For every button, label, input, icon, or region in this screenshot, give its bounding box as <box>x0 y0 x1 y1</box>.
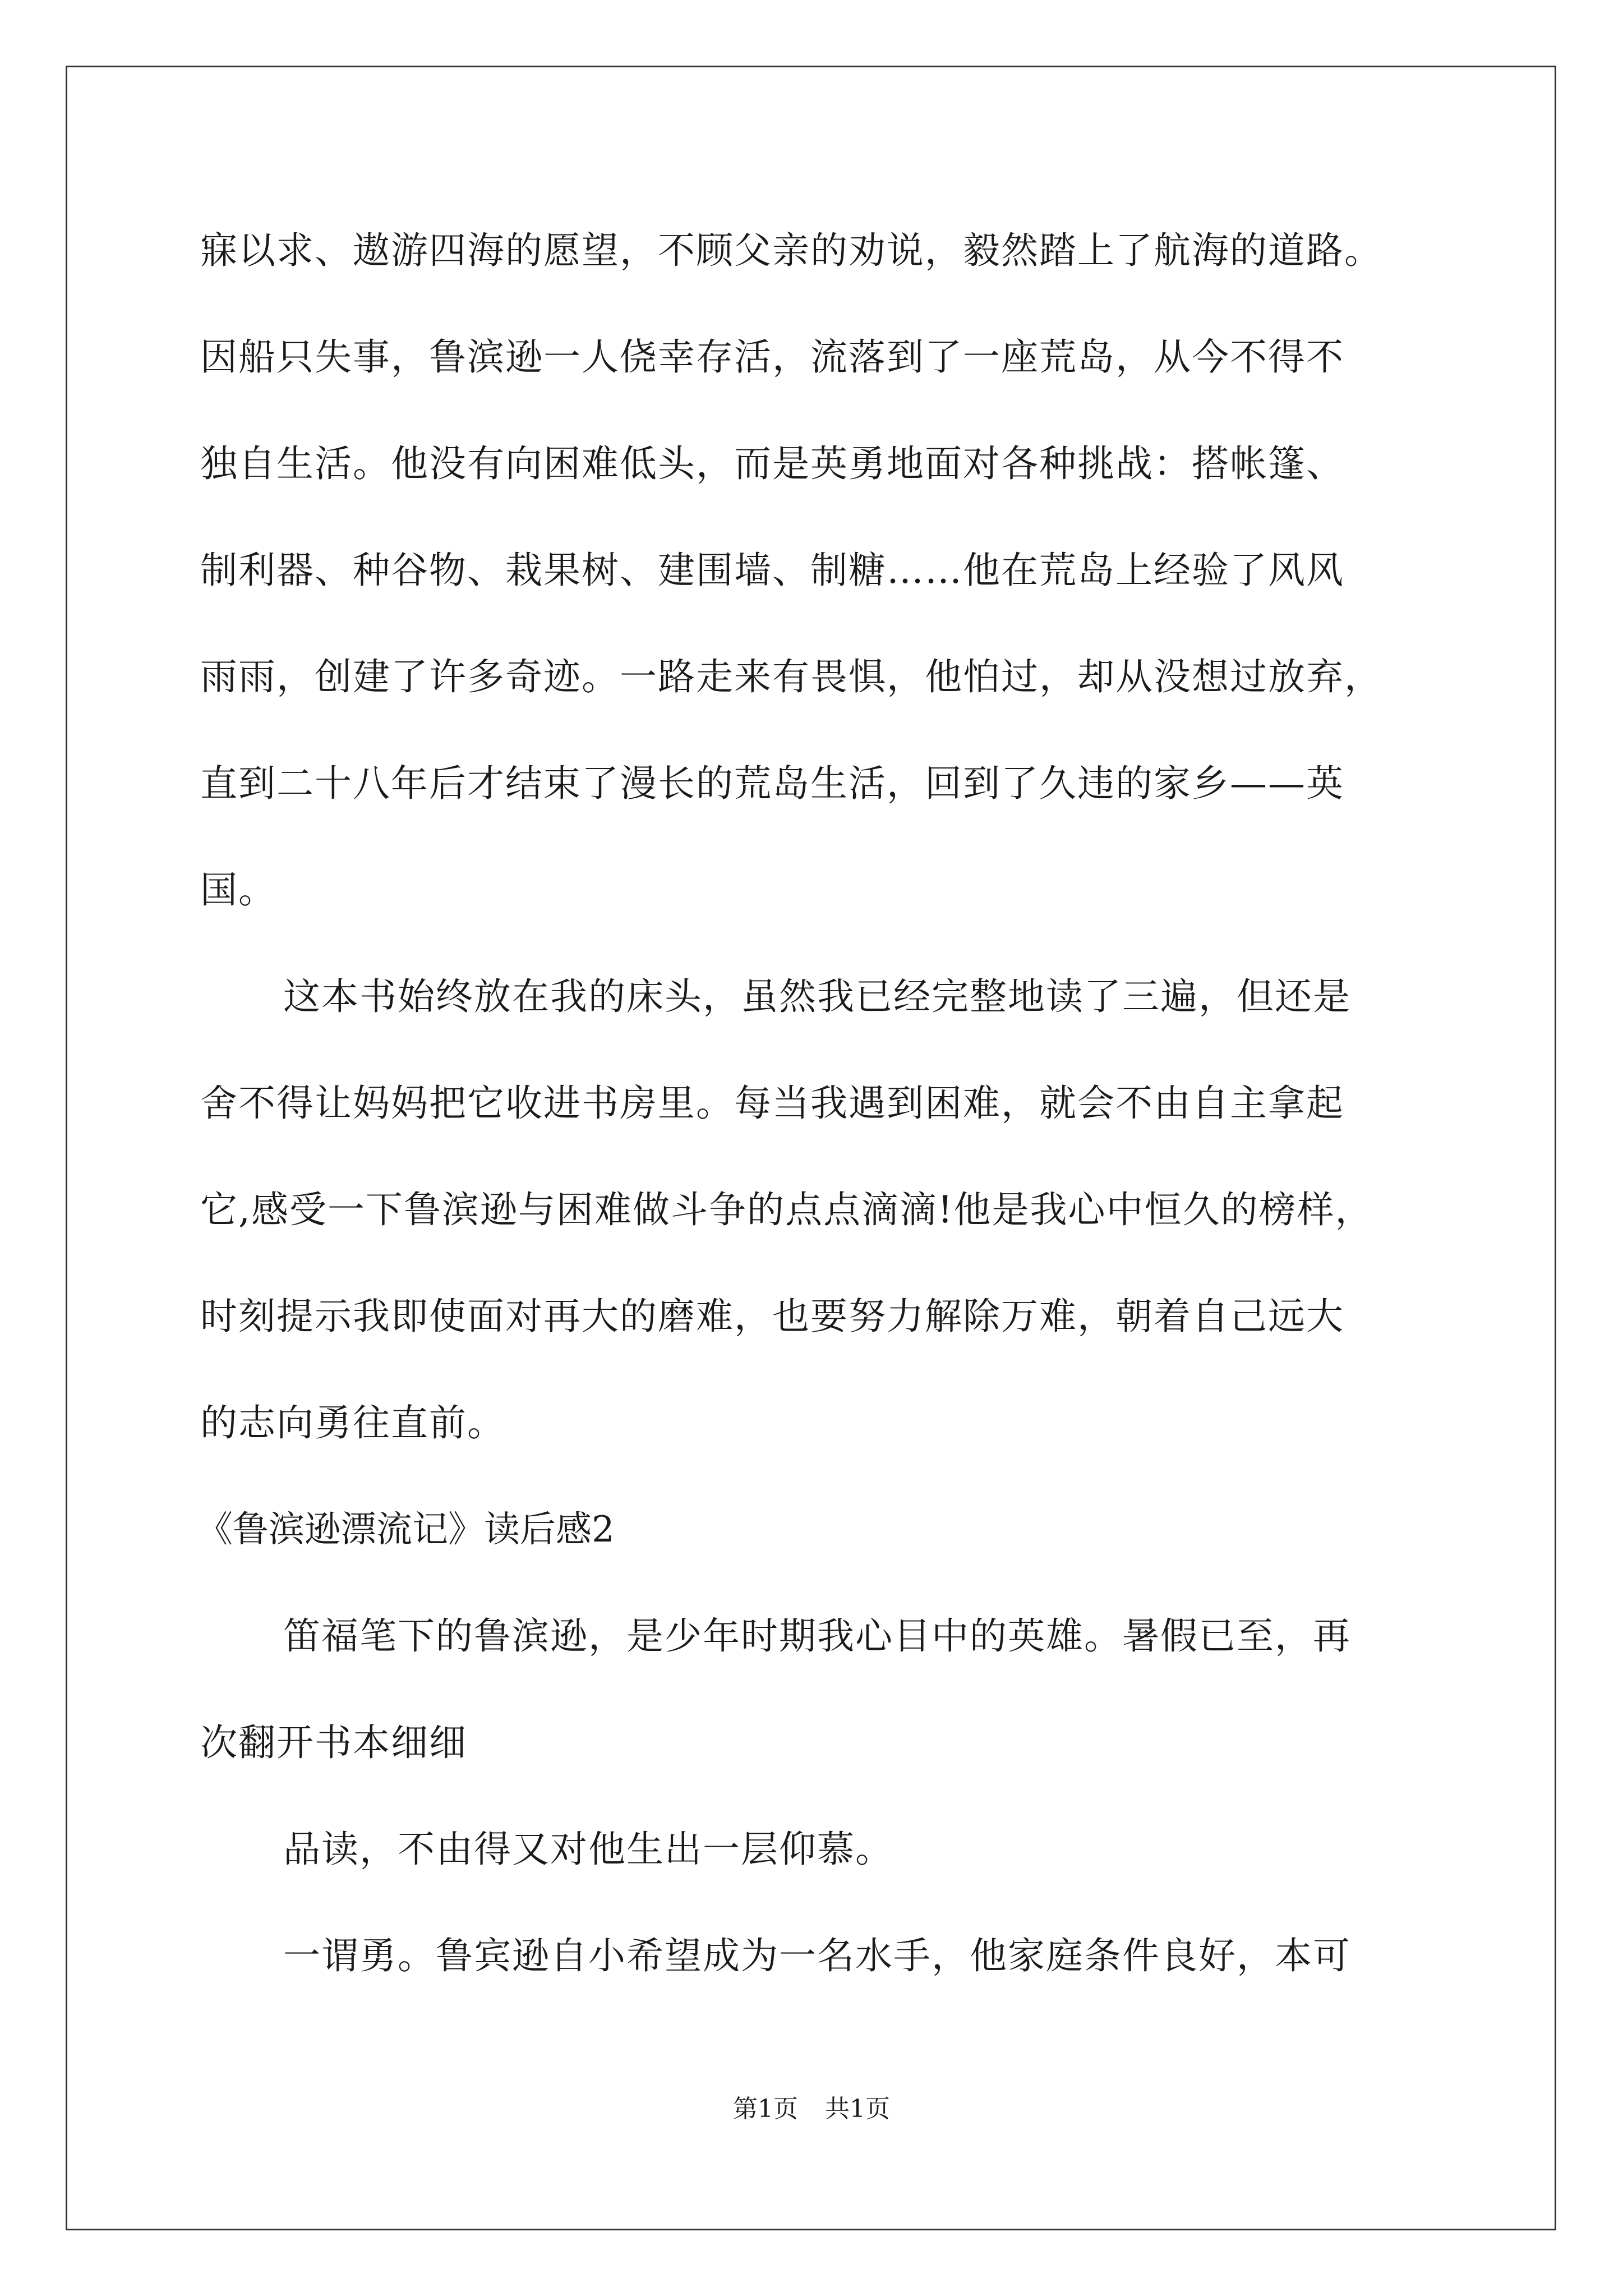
text-line: 时刻提示我即使面对再大的磨难，也要努力解除万难，朝着自己远大 <box>200 1295 1344 1338</box>
text-line: 它,感受一下鲁滨逊与困难做斗争的点点滴滴!他是我心中恒久的榜样， <box>200 1188 1373 1231</box>
text-line: 制利器、种谷物、栽果树、建围墙、制糖……他在荒岛上经验了风风 <box>200 549 1344 592</box>
text-line: 因船只失事，鲁滨逊一人侥幸存活，流落到了一座荒岛，从今不得不 <box>200 335 1344 379</box>
text-line: 雨雨，创建了许多奇迹。一路走来有畏惧，他怕过，却从没想过放弃， <box>200 655 1382 698</box>
page-total: 共1页 <box>825 2095 890 2123</box>
page-footer <box>0 2092 1623 2126</box>
text-line: 品读，不由得又对他生出一层仰慕。 <box>283 1828 893 1871</box>
text-line: 舍不得让妈妈把它收进书房里。每当我遇到困难，就会不由自主拿起 <box>200 1082 1344 1125</box>
document-body <box>197 197 1434 2009</box>
text-line: 笛福笔下的鲁滨逊，是少年时期我心目中的英雄。暑假已至，再 <box>283 1614 1351 1658</box>
text-line: 国。 <box>200 868 276 912</box>
text-line: 直到二十八年后才结束了漫长的荒岛生活，回到了久违的家乡——英 <box>200 762 1344 805</box>
text-line: 次翻开书本细细 <box>200 1721 467 1764</box>
section-heading: 《鲁滨逊漂流记》读后感2 <box>197 1509 615 1550</box>
text-line: 寐以求、遨游四海的愿望，不顾父亲的劝说，毅然踏上了航海的道路。 <box>200 229 1382 272</box>
text-line: 一谓勇。鲁宾逊自小希望成为一名水手，他家庭条件良好，本可 <box>283 1934 1351 1977</box>
text-line: 独自生活。他没有向困难低头，而是英勇地面对各种挑战：搭帐篷、 <box>200 442 1344 485</box>
text-line: 的志向勇往直前。 <box>200 1401 505 1444</box>
text-line: 这本书始终放在我的床头，虽然我已经完整地读了三遍，但还是 <box>283 975 1351 1018</box>
page-number: 第1页 <box>733 2095 798 2123</box>
